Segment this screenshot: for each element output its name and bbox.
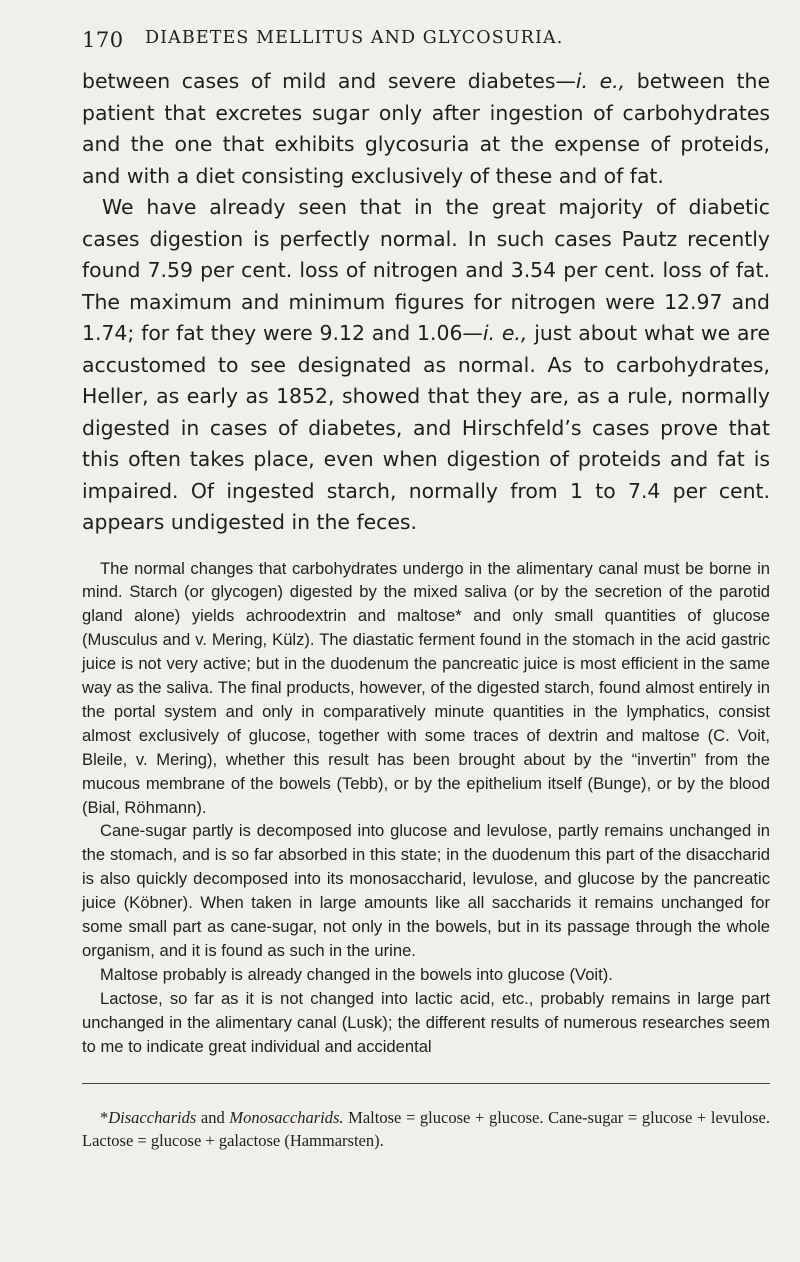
footnote-term: Disaccharids [108, 1107, 197, 1127]
text-run: between the patient that excretes sugar only after ingestion of carbohydrates and the one that exhibits glycosuria at the expense of proteids, and with a diet consisting exclusively of these and of fat. [82, 69, 770, 188]
italic-abbreviation: i. e., [575, 69, 626, 93]
paragraph [82, 66, 770, 192]
text-run: between cases of mild and severe diabetes— [82, 69, 576, 93]
footnote-connector: and [196, 1107, 230, 1127]
small-paragraph: The normal changes that carbohydrates undergo in the alimentary canal must be borne in mind. Starch (or glycogen) digested by the mixed saliva (or by the secretion of the parotid gland alone) yields achroodextrin and maltose* and only small quantities of glucose (Musculus and v. Mering, Külz). The diastatic ferment found in the stomach in the acid gastric juice is not very active; but in the duodenum the pancreatic juice is most efficient in the same way as the saliva. The final products, however, of the digested starch, found almost entirely in the portal system and only in comparatively minute quantities in the lymphatics, consist almost exclusively of glucose, together with some traces of dextrin and maltose (C. Voit, Bleile, v. Mering), whether this result has been brought about by the “invertin” from the mucous membrane of the bowels (Tebb), or by the epithelium itself (Bunge), or by the blood (Bial, Röhmann). [82, 558, 770, 817]
running-title: DIABETES MELLITUS AND GLYCOSURIA. [145, 28, 564, 48]
small-paragraph: Maltose probably is already changed in the bowels into glucose (Voit). [100, 964, 613, 984]
small-print-section [82, 557, 770, 1059]
page-number: 170 [82, 28, 124, 52]
footnote-term: Monosaccharids. [229, 1107, 344, 1127]
book-page [82, 20, 770, 1153]
small-paragraph: Cane-sugar partly is decomposed into glucose and levulose, partly remains unchanged in the stomach, and is so far absorbed in this state; in the duodenum this part of the disaccharid is also quickly decomposed into its monosaccharid, levulose, and glucose by the pancreatic juice (Köbner). When taken in large amounts like all saccharids it remains unchanged for some small part as cane-sugar, not only in the bowels, but in its passage through the whole organism, and it is found as such in the urine. [82, 821, 770, 960]
page-header [82, 20, 770, 54]
body-text [82, 66, 770, 539]
text-run: We have already seen that in the great majority of diabetic cases digestion is perfectly normal. In such cases Pautz recently found 7.59 per cent. loss of nitrogen and 3.54 per cent. loss of fat. The maximum and minimum figures for nitrogen were 12.97 and 1.74; for fat they were 9.12 and 1.06— [82, 195, 770, 345]
text-run: just about what we are accustomed to see designated as normal. As to carbohydrates, Heller, as early as 1852, showed that they are, as a rule, normally digested in cases of diabetes, and Hirschfeld’s cases prove that this often takes place, even when digestion of proteids and fat is impaired. Of ingested starch, normally from 1 to 7.4 per cent. appears undigested in the feces. [82, 321, 770, 534]
footnote-marker: * [100, 1107, 109, 1127]
small-paragraph: Lactose, so far as it is not changed into lactic acid, etc., probably remains in large part unchanged in the alimentary canal (Lusk); the different results of numerous researches seem to me to indicate great individual and accidental [82, 988, 770, 1056]
footnote-rule [82, 1083, 770, 1084]
footnote-text: Maltose = glucose + glucose. Cane-sugar = glucose + levulose. Lactose = glucose + galactose (Hammarsten). [82, 1107, 770, 1151]
footnote [82, 1106, 770, 1153]
italic-abbreviation: i. e., [482, 321, 528, 345]
paragraph [82, 192, 770, 539]
